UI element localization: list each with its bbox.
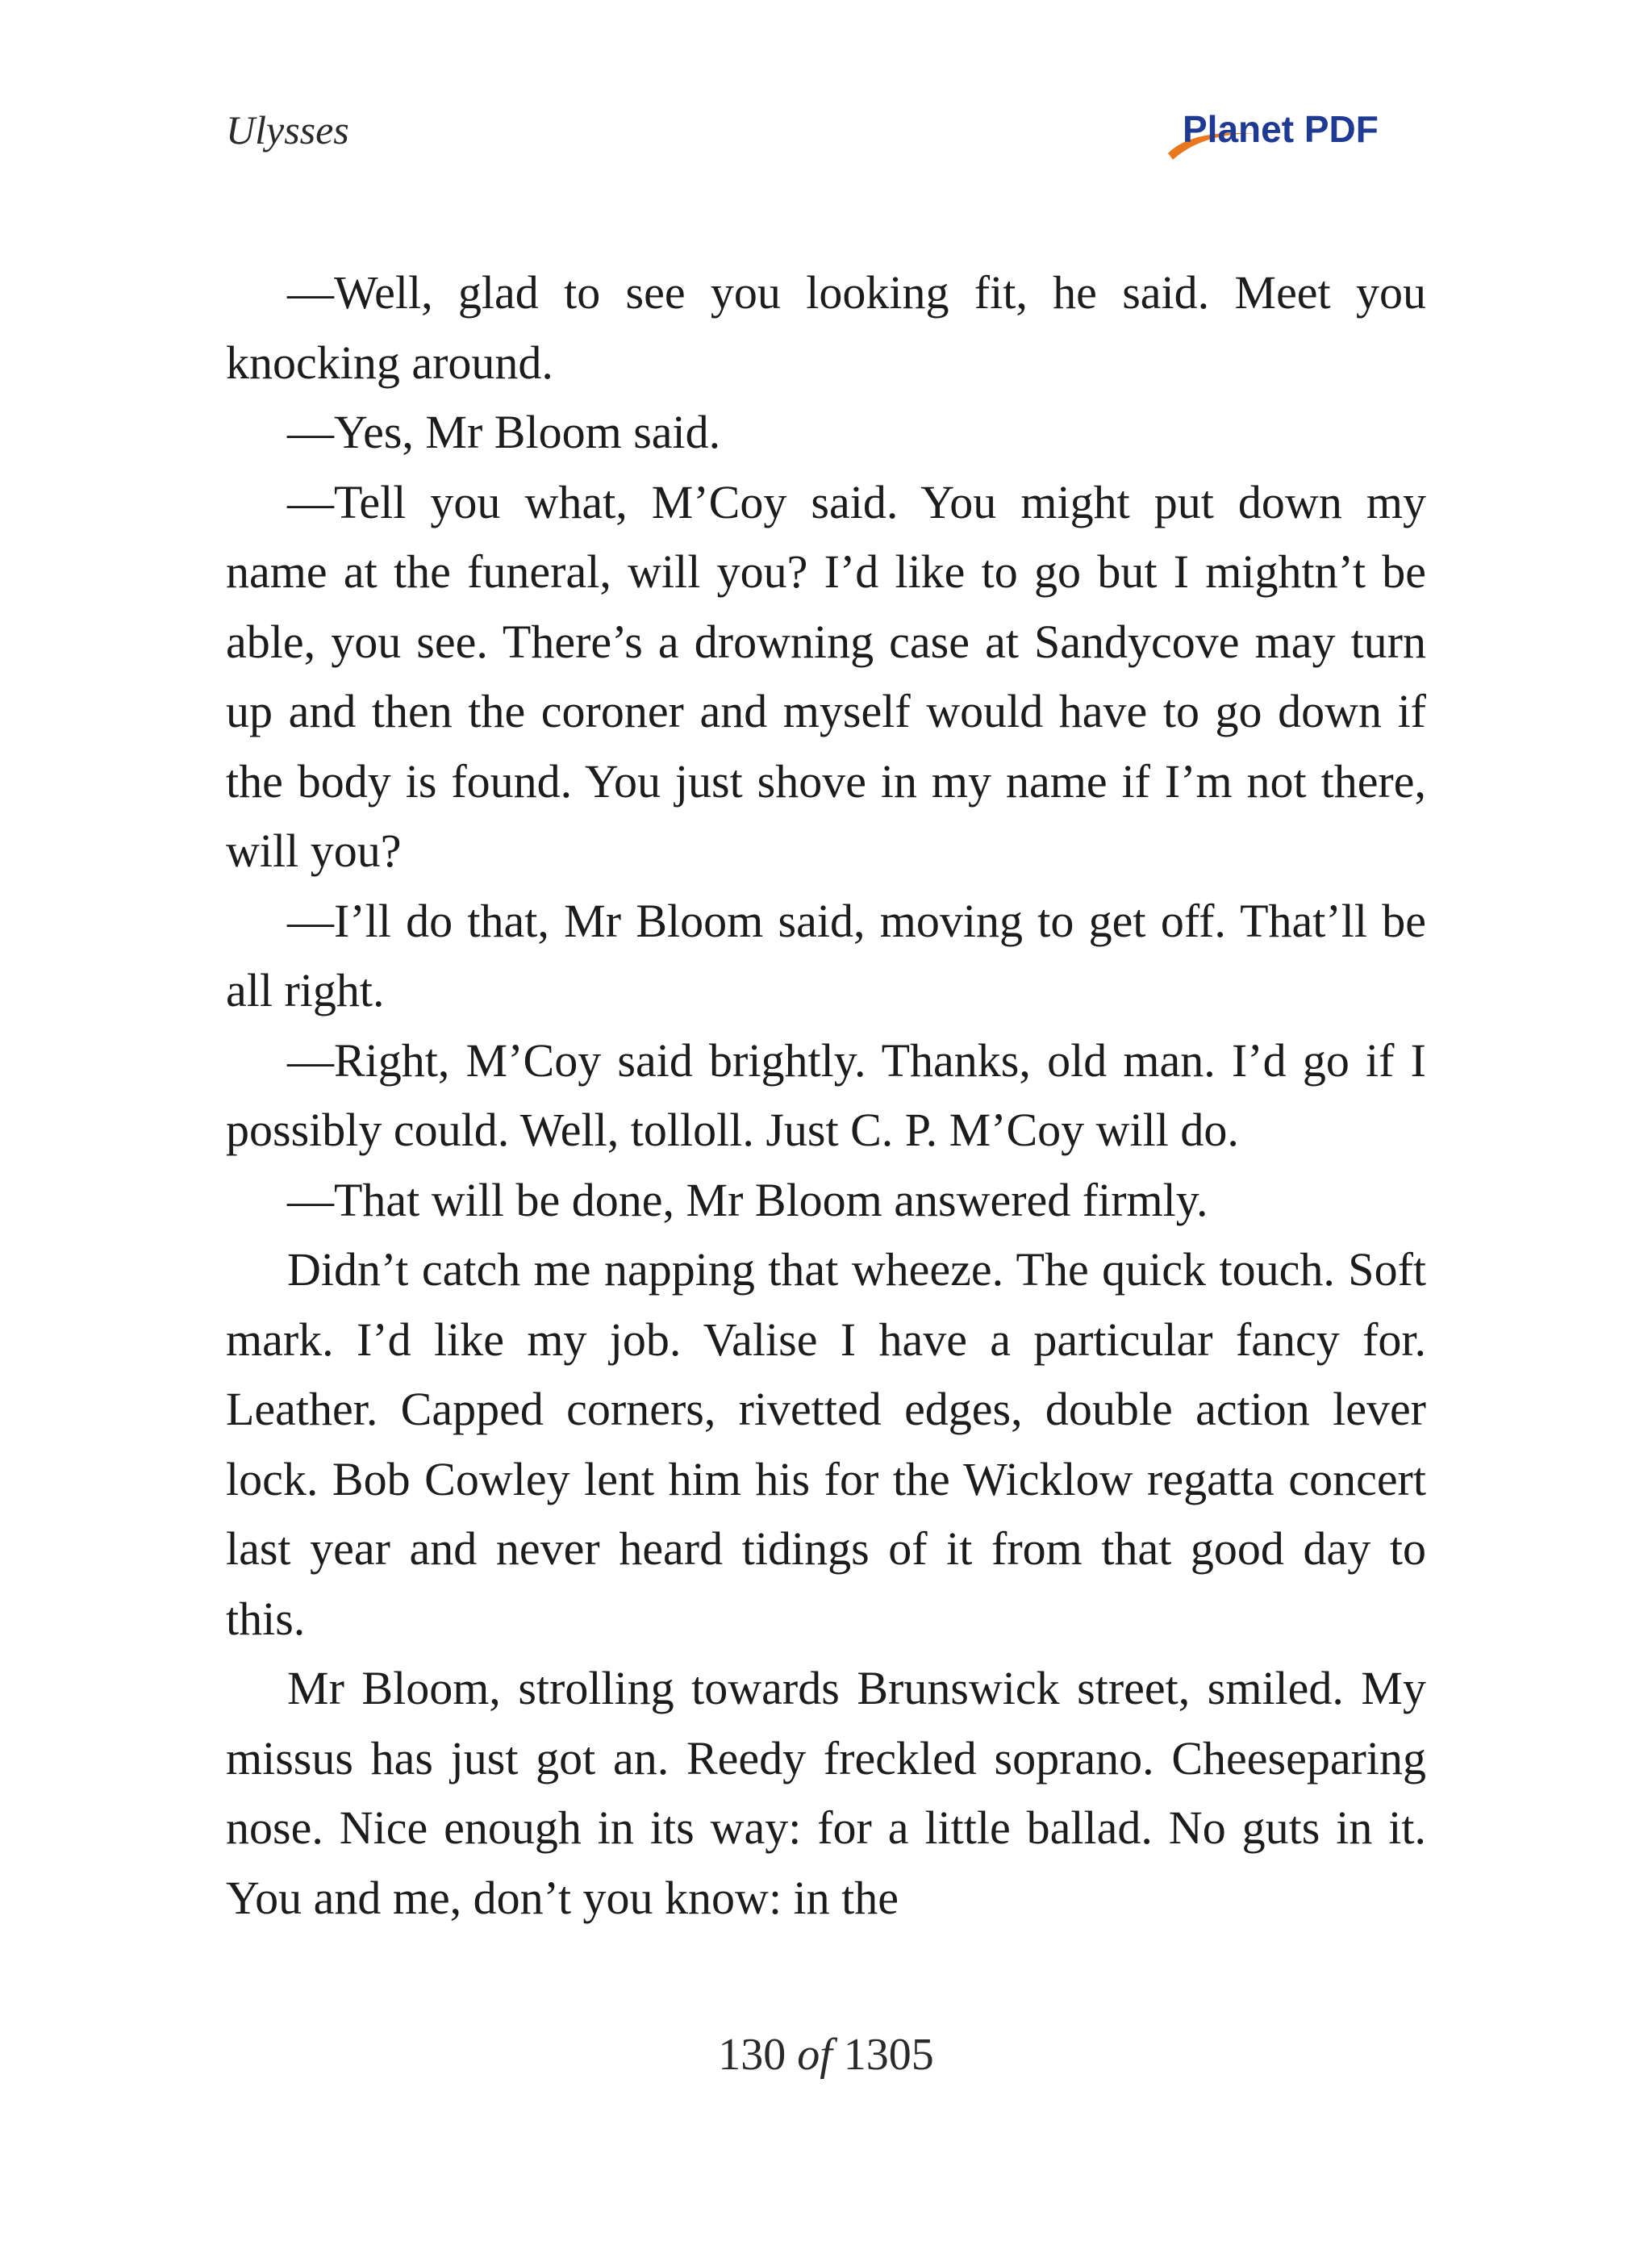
planet-pdf-logo — [1162, 103, 1428, 168]
paragraph: —I’ll do that, Mr Bloom said, moving to get off. That’ll be all right. — [226, 894, 1426, 1016]
logo-text: Planet PDF — [1183, 108, 1379, 150]
paragraph: —Yes, Mr Bloom said. — [287, 406, 721, 458]
paragraph: Mr Bloom, strolling towards Brunswick street, smiled. My missus has just got an. Reedy freckled soprano. Cheeseparing nose. Nice enough in its way: for a little ballad. No guts in it. You and me, don’t you know: in the — [226, 1662, 1426, 1924]
planet-pdf-logo-icon — [1162, 103, 1428, 168]
page-body — [226, 258, 1426, 1933]
paragraph: —Well, glad to see you looking fit, he said. Meet you knocking around. — [226, 266, 1426, 389]
of-label: of — [797, 2030, 832, 2080]
paragraph: Didn’t catch me napping that wheeze. The quick touch. Soft mark. I’d like my job. Valise I have a particular fancy for. Leather. Capped corners, rivetted edges, double action lever lock. Bob Cowley lent him his for the Wicklow regatta concert last year and never heard tidings of it from that good day to this. — [226, 1243, 1426, 1645]
paragraph: —Right, M’Coy said brightly. Thanks, old man. I’d go if I possibly could. Well, tolloll. Just C. P. M’Coy will do. — [226, 1033, 1426, 1156]
current-page: 130 — [718, 2030, 786, 2080]
paragraph: —That will be done, Mr Bloom answered firmly. — [287, 1173, 1208, 1226]
book-title: Ulysses — [226, 107, 349, 152]
total-pages: 1305 — [843, 2030, 934, 2080]
paragraph: —Tell you what, M’Coy said. You might put down my name at the funeral, will you? I’d like to go but I mightn’t be able, you see. There’s a drowning case at Sandycove may turn up and then the coroner and myself would have to go down if the body is found. You just shove in my name if I’m not there, will you? — [226, 475, 1426, 877]
page-number — [0, 2029, 1652, 2081]
